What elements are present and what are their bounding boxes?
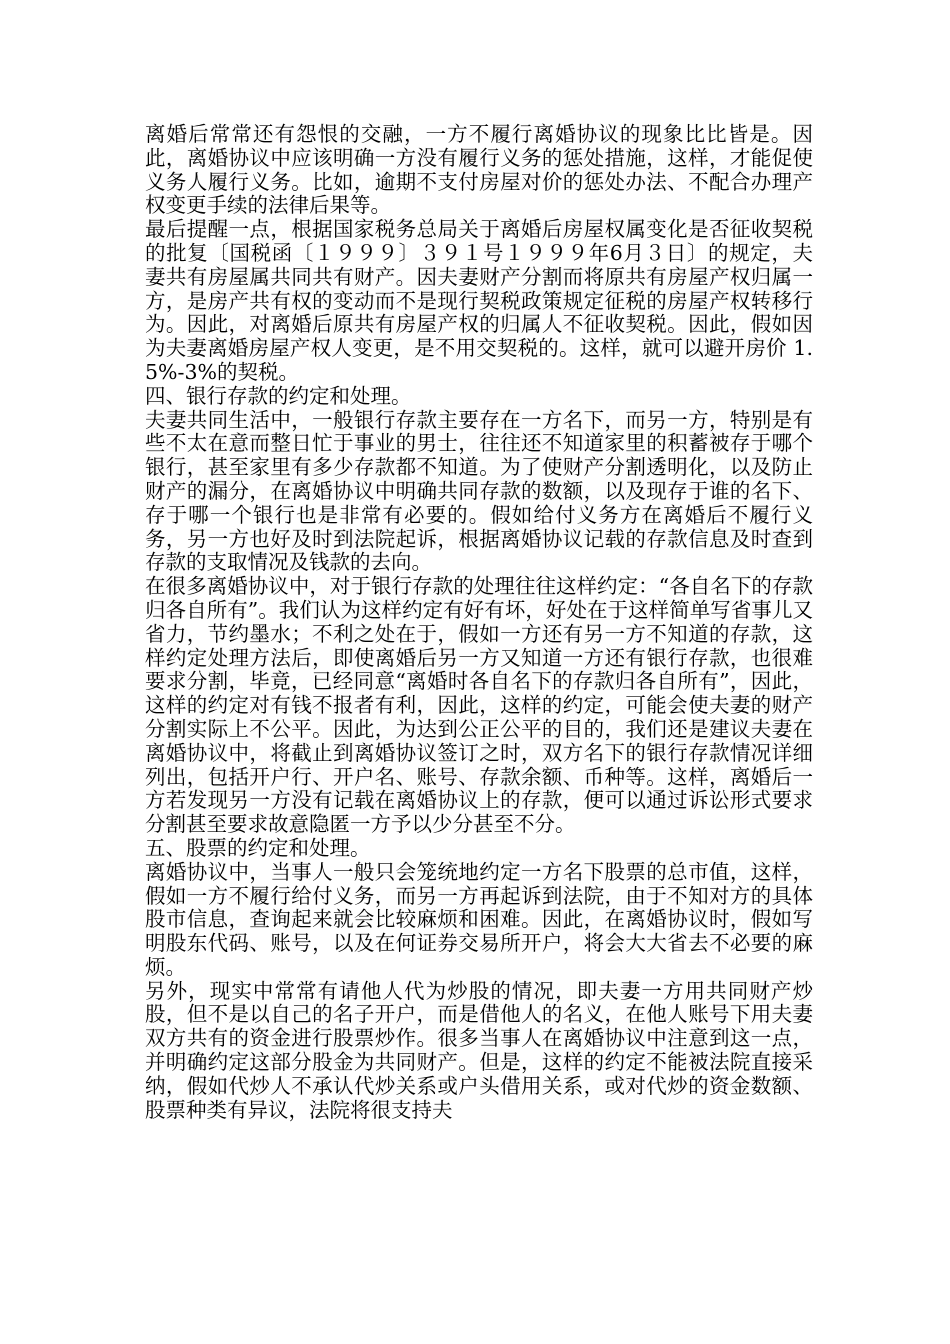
paragraph-bank-deposits-info: 夫妻共同生活中，一般银行存款主要存在一方名下，而另一方，特别是有些不太在意而整日忙于事业的男士，往往还不知道家里的积蓄被存于哪个银行，甚至家里有多少存款都不知道。为了使财产分割透明化，以及防止财产的漏分，在离婚协议中明确共同存款的数额，以及现存于谁的名下、存于哪一个银行也是非常有必要的。假如给付义务方在离婚后不履行义务，另一方也好及时到法院起诉，根据离婚协议记载的存款信息及时查到存款的支取情况及钱款的去向。 xyxy=(145,407,813,575)
paragraph-default-penalty: 离婚后常常还有怨恨的交融，一方不履行离婚协议的现象比比皆是。因此，离婚协议中应该明确一方没有履行义务的惩处措施，这样，才能促使义务人履行义务。比如，逾期不支付房屋对价的惩处办法、不配合办理产权变更手续的法律后果等。 xyxy=(145,122,813,218)
document-body xyxy=(145,123,813,1122)
section-heading-stocks: 五、股票的约定和处理。 xyxy=(145,835,371,860)
paragraph-deed-tax-reminder: 最后提醒一点，根据国家税务总局关于离婚后房屋权属变化是否征收契税的批复〔国税函〔１９９９〕３９１号１９９９年6月３日〕的规定，夫妻共有房屋属共同共有财产。因夫妻财产分割而将原共有房屋产权归属一方，是房产共有权的变动而不是现行契税政策规定征税的房屋产权转移行为。因此，对离婚后原共有房屋产权的归属人不征收契税。因此，假如因为夫妻离婚房屋产权人变更，是不用交契税的。这样，就可以避开房价 1.5%-3%的契税。 xyxy=(145,217,813,384)
paragraph-proxy-trading: 另外，现实中常常有请他人代为炒股的情况，即夫妻一方用共同财产炒股，但不是以自己的名子开户，而是借他人的名义，在他人账号下用夫妻双方共有的资金进行股票炒作。很多当事人在离婚协议中注意到这一点，并明确约定这部分股金为共同财产。但是，这样的约定不能被法院直接采纳，假如代炒人不承认代炒关系或户头借用关系，或对代炒的资金数额、股票种类有异议，法院将很支持夫 xyxy=(145,978,813,1122)
paragraph-stocks-info: 离婚协议中，当事人一般只会笼统地约定一方名下股票的总市值，这样，假如一方不履行给付义务，而另一方再起诉到法院，由于不知对方的具体股市信息，查询起来就会比较麻烦和困难。因此，在离婚协议时，假如写明股东代码、账号，以及在何证券交易所开户，将会大大省去不必要的麻烦。 xyxy=(145,859,813,979)
section-heading-bank-deposits: 四、银行存款的约定和处理。 xyxy=(145,383,412,408)
paragraph-bank-deposits-agreement: 在很多离婚协议中，对于银行存款的处理往往这样约定：“各自名下的存款归各自所有”。我们认为这样约定有好有坏，好处在于这样简单写省事儿又省力，节约墨水；不利之处在于，假如一方还有另一方不知道的存款，这样约定处理方法后，即使离婚后另一方又知道一方还有银行存款，也很难要求分割，毕竟，已经同意“离婚时各自名下的存款归各自所有”，因此，这样的约定对有钱不报者有利，因此，这样的约定，可能会使夫妻的财产分割实际上不公平。因此，为达到公正公平的目的，我们还是建议夫妻在离婚协议中，将截止到离婚协议签订之时，双方名下的银行存款情况详细列出，包括开户行、开户名、账号、存款余额、币种等。这样，离婚后一方若发现另一方没有记载在离婚协议上的存款，便可以通过诉讼形式要求分割甚至要求故意隐匿一方予以少分甚至不分。 xyxy=(145,574,813,837)
